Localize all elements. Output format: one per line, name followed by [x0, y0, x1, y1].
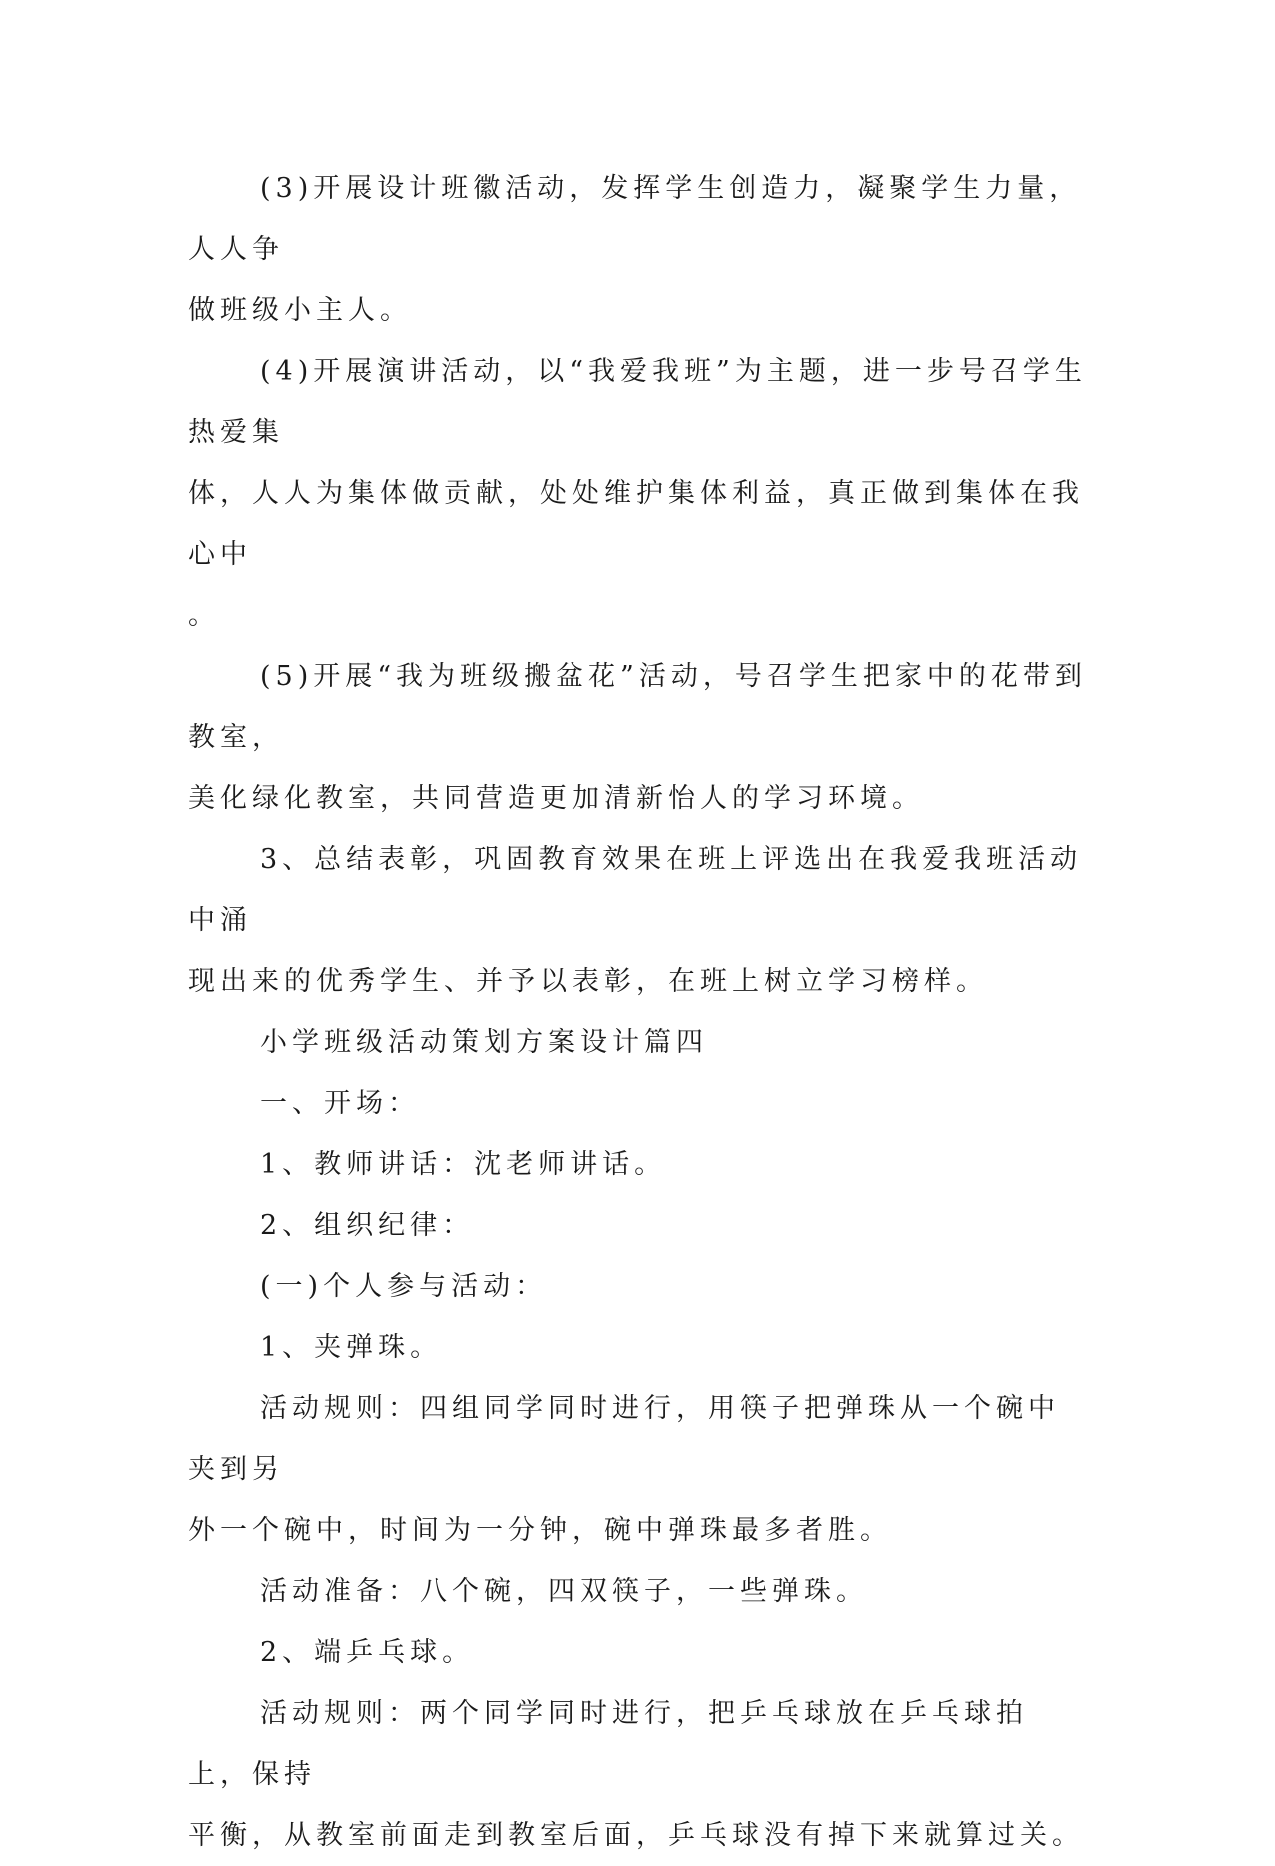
text-line: 现出来的优秀学生、并予以表彰，在班上树立学习榜样。 — [188, 966, 988, 997]
text-line: 。 — [188, 600, 220, 631]
paragraph-speech-activity — [188, 341, 1088, 646]
text-line: 3、总结表彰，巩固教育效果在班上评选出在我爱我班活动中涌 — [188, 844, 1083, 936]
text-line: 小学班级活动策划方案设计篇四 — [260, 1027, 708, 1058]
text-line: 外一个碗中，时间为一分钟，碗中弹珠最多者胜。 — [188, 1515, 892, 1546]
text-line: 活动准备：八个碗，四双筷子，一些弹珠。 — [260, 1576, 868, 1607]
paragraph-individual-activities — [188, 1256, 1088, 1317]
text-line: 活动规则：四组同学同时进行，用筷子把弹珠从一个碗中夹到另 — [188, 1393, 1060, 1485]
text-line: 2、组织纪律： — [260, 1210, 475, 1241]
text-line: 活动规则：两个同学同时进行，把乒乓球放在乒乓球拍上，保持 — [188, 1698, 1028, 1790]
paragraph-marble-rules — [188, 1378, 1088, 1561]
paragraph-design-class-badge — [188, 158, 1088, 341]
text-line: 1、教师讲话：沈老师讲话。 — [260, 1149, 667, 1180]
document-body — [188, 158, 1088, 1866]
text-line: 体，人人为集体做贡献，处处维护集体利益，真正做到集体在我心中 — [188, 478, 1084, 570]
paragraph-teacher-speech — [188, 1134, 1088, 1195]
paragraph-opening — [188, 1073, 1088, 1134]
text-line: (3)开展设计班徽活动，发挥学生创造力，凝聚学生力量，人人争 — [188, 173, 1082, 265]
paragraph-summary-commendation — [188, 829, 1088, 1012]
text-line: (一)个人参与活动： — [260, 1271, 548, 1302]
text-line: 美化绿化教室，共同营造更加清新怡人的学习环境。 — [188, 783, 924, 814]
text-line: 做班级小主人。 — [188, 295, 412, 326]
paragraph-flower-activity — [188, 646, 1088, 829]
text-line: 1、夹弹珠。 — [260, 1332, 443, 1363]
paragraph-marble-preparation — [188, 1561, 1088, 1622]
section-heading-part-four — [188, 1012, 1088, 1073]
text-line: 平衡，从教室前面走到教室后面，乒乓球没有掉下来就算过关。 — [188, 1820, 1084, 1851]
text-line: 一、开场： — [260, 1088, 420, 1119]
paragraph-ping-pong-rules — [188, 1683, 1088, 1866]
paragraph-marble-pick — [188, 1317, 1088, 1378]
text-line: (5)开展“我为班级搬盆花”活动，号召学生把家中的花带到教室， — [188, 661, 1087, 753]
paragraph-discipline — [188, 1195, 1088, 1256]
text-line: (4)开展演讲活动，以“我爱我班”为主题，进一步号召学生热爱集 — [188, 356, 1087, 448]
paragraph-ping-pong — [188, 1622, 1088, 1683]
text-line: 2、端乒乓球。 — [260, 1637, 475, 1668]
